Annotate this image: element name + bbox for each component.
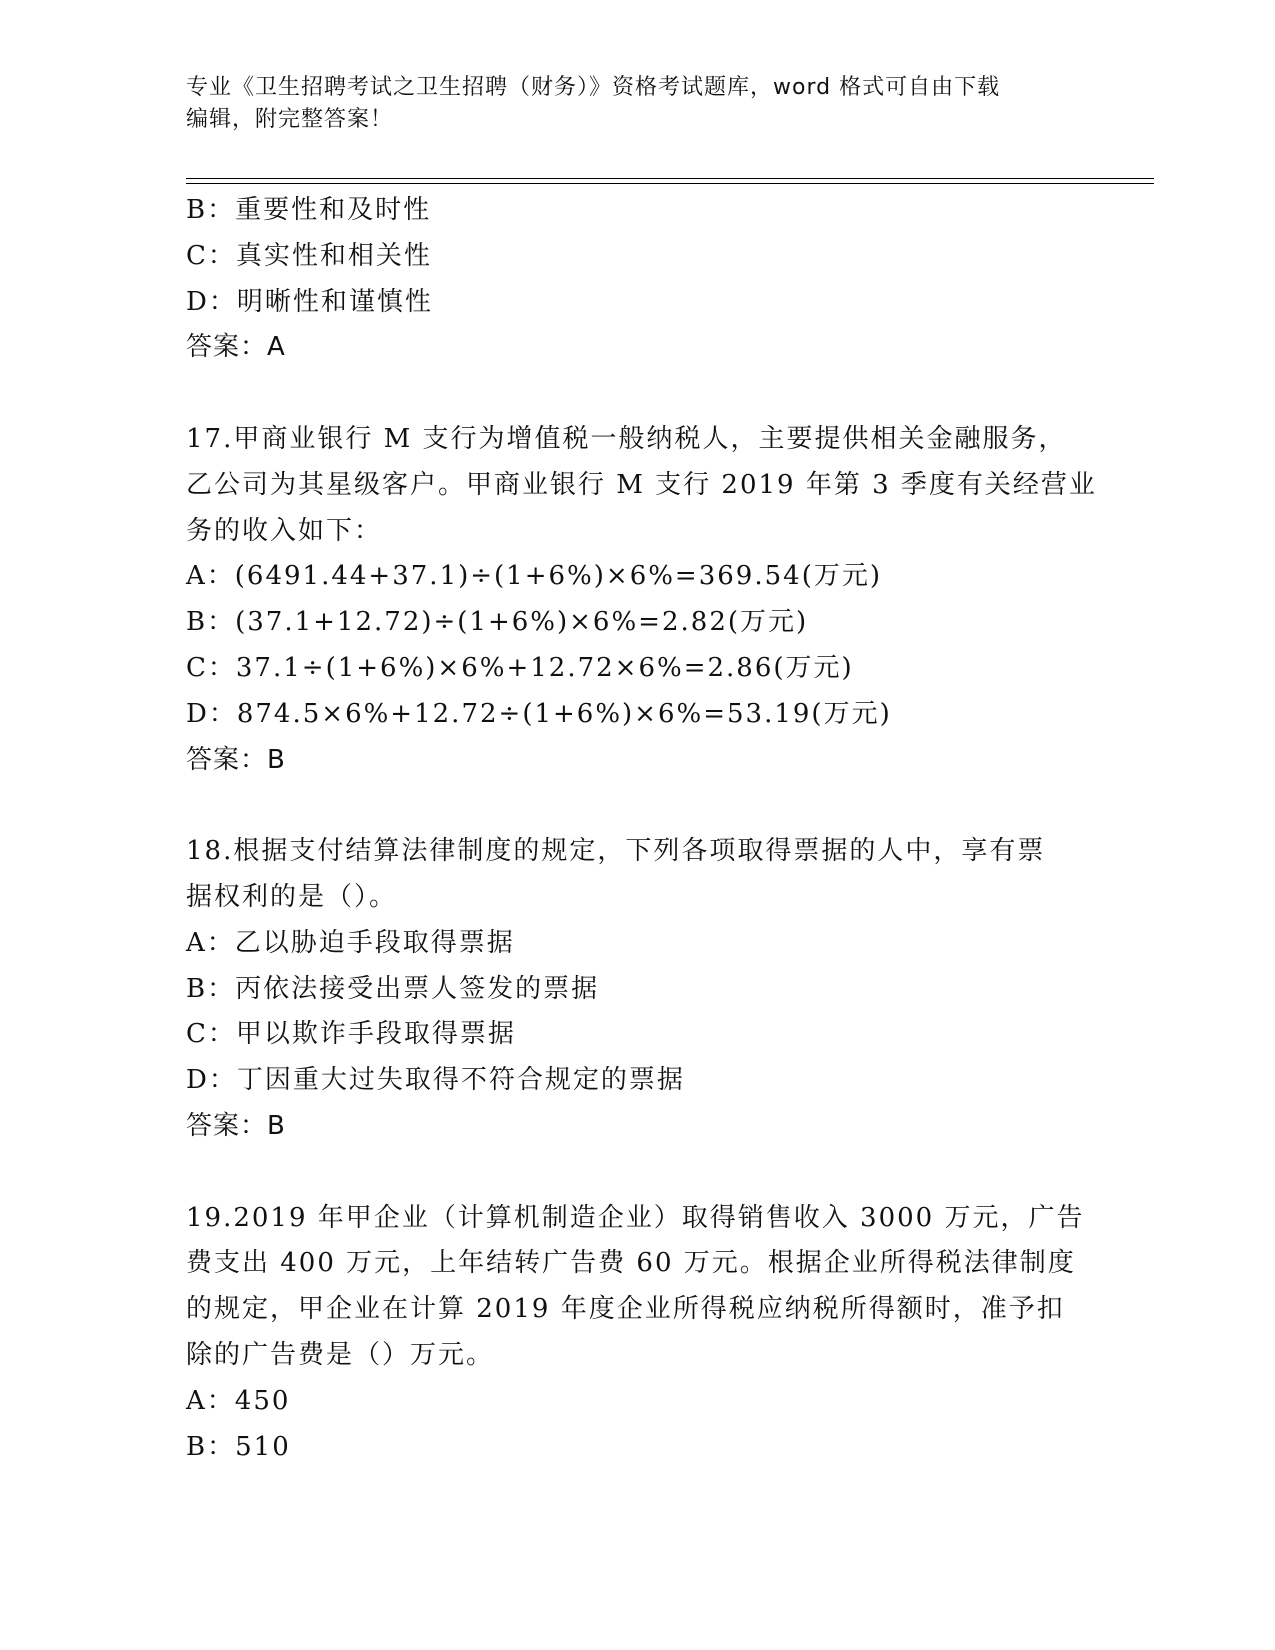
question-stem-line: 乙公司为其星级客户。甲商业银行 M 支行 2019 年第 3 季度有关经营业 (186, 469, 1097, 500)
document-header (186, 72, 1066, 136)
option-d: D：丁因重大过失取得不符合规定的票据 (186, 1065, 685, 1096)
option-a: A：450 (186, 1385, 291, 1416)
question-stem-line: 费支出 400 万元，上年结转广告费 60 万元。根据企业所得税法律制度 (186, 1248, 1076, 1279)
question-18 (186, 829, 1086, 1150)
question-stem-line: 务的收入如下： (186, 515, 383, 546)
option-b: B：510 (186, 1431, 291, 1462)
question-19 (186, 1196, 1086, 1471)
option-b: B：重要性和及时性 (186, 195, 432, 225)
spacer (186, 783, 1086, 829)
option-b: B：(37.1+12.72)÷(1+6%)×6%=2.82(万元) (186, 607, 809, 638)
answer: 答案：B (186, 1110, 286, 1141)
option-a: A：(6491.44+37.1)÷(1+6%)×6%=369.54(万元) (186, 561, 882, 592)
question-16 (186, 188, 1086, 371)
header-line-2: 编辑，附完整答案！ (186, 107, 394, 132)
header-line-1: 专业《卫生招聘考试之卫生招聘（财务）》资格考试题库，word 格式可自由下载 (186, 75, 1001, 100)
question-stem-line: 的规定，甲企业在计算 2019 年度企业所得税应纳税所得额时，准予扣 (186, 1294, 1065, 1325)
question-stem-line: 据权利的是（）。 (186, 881, 398, 912)
option-c: C：甲以欺诈手段取得票据 (186, 1019, 516, 1050)
option-c: C：真实性和相关性 (186, 240, 432, 271)
option-d: D：明晰性和谨慎性 (186, 286, 433, 317)
header-rule-bottom (186, 183, 1154, 184)
question-content (186, 188, 1097, 1470)
option-c: C：37.1÷(1+6%)×6%+12.72×6%=2.86(万元) (186, 652, 854, 683)
answer: 答案：B (186, 744, 286, 775)
question-stem-line: 19.2019 年甲企业（计算机制造企业）取得销售收入 3000 万元，广告 (186, 1202, 1085, 1233)
question-stem-line: 除的广告费是（）万元。 (186, 1339, 495, 1370)
spacer (186, 371, 1086, 417)
answer: 答案：A (186, 332, 286, 363)
option-b: B：丙依法接受出票人签发的票据 (186, 973, 600, 1004)
header-rule-top (186, 178, 1154, 179)
spacer (186, 1150, 1086, 1196)
question-17 (186, 417, 1097, 783)
question-stem-line: 18.根据支付结算法律制度的规定，下列各项取得票据的人中，享有票 (186, 836, 1046, 867)
option-a: A：乙以胁迫手段取得票据 (186, 927, 515, 958)
question-stem-line: 17.甲商业银行 M 支行为增值税一般纳税人，主要提供相关金融服务， (186, 423, 1067, 454)
option-d: D：874.5×6%+12.72÷(1+6%)×6%=53.19(万元) (186, 698, 892, 729)
